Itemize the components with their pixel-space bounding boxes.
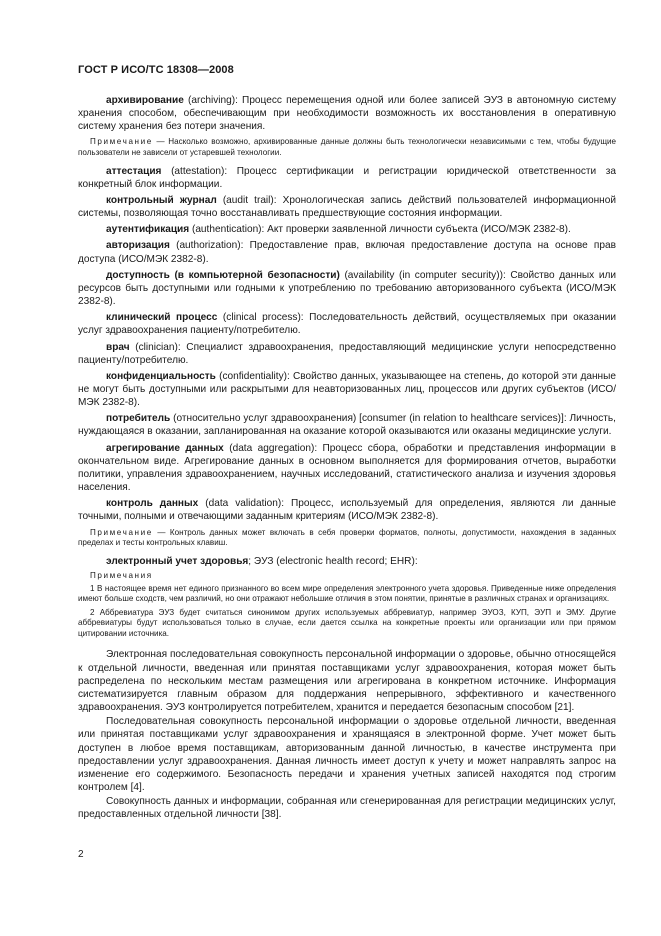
note-data-validation	[78, 528, 616, 549]
term: аттестация	[106, 165, 162, 177]
note-text: — Контроль данных может включать в себя проверки форматов, полноты, допустимости, нахождения в заданных пределах и тесты контрольных клавиш.	[78, 527, 616, 548]
definition-clinician	[78, 341, 616, 367]
note-item: 2 Аббревиатура ЭУЗ будет считаться синонимом других используемых аббревиатур, например ЭУОЗ, КУП, ЭУП и ЭМУ. Другие аббревиатуры будут использоваться только в случае, если дается ссылка на конкретные проекты или организации или при прямом цитировании источника.	[78, 607, 616, 638]
term: архивирование	[106, 95, 184, 106]
document-body	[78, 94, 616, 823]
definition-text: (audit trail): Хронологическая запись действий пользователей информационной системы, позволяющая точно восстанавливать предшествующие состояния информации.	[78, 194, 616, 220]
definition-text: (относительно услуг здравоохранения) [consumer (in relation to healthcare services)]: Личность, нуждающаяся в оказании, запланированная на оказание которой оказываются или оказаны медицинские услуги.	[78, 413, 616, 438]
term: контрольный журнал	[106, 194, 217, 206]
term: потребитель	[106, 413, 171, 425]
term: конфиденциальность	[106, 370, 216, 382]
definition-text: (clinician): Специалист здравоохранения, предоставляющий медицинские услуги непосредственно пациенту/потребителю.	[78, 341, 616, 366]
definition-authentication	[78, 223, 616, 236]
term: электронный учет здоровья	[106, 555, 249, 567]
notes-title: Примечания	[90, 570, 153, 580]
definition-archiving	[78, 94, 616, 133]
term: аутентификация	[106, 224, 190, 236]
term: контроль данных	[106, 498, 199, 510]
note-text: — Насколько возможно, архивированные данные должны быть технологически независимыми с тем, чтобы будущие пользователи не зависели от устаревшей технологии.	[78, 137, 616, 158]
definition-availability	[78, 269, 616, 308]
definition-text: (clinical process): Последовательность действий, осуществляемых при оказании услуг здравоохранения пациенту/потребителю.	[78, 312, 617, 337]
note-item: 1 В настоящее время нет единого признанного во всем мире определения электронного учета здоровья. Приведенные ниже определения имеют больше сходств, чем различий, но они отражают небольшие отличия в этом понятии, принятые в различных странах и организациях.	[78, 583, 616, 604]
definition-text: (authentication): Акт проверки заявленной личности субъекта (ИСО/МЭК 2382-8).	[189, 224, 571, 236]
note-label: Примечание	[90, 527, 153, 537]
definition-text: (archiving): Процесс перемещения одной или более записей ЭУЗ в автономную систему хранения способом, обеспечивающим при необходимости возможность их восстановления в оперативную систему хранения без потери значения.	[78, 95, 616, 133]
definition-text: (data aggregation): Процесс сбора, обработки и представления информации в окончательном виде. Агрегирование данных в основном выполняется для формирования отчетов, выработки политики, управления здравоохранением, научных исследований, статистического анализа и изучения здоровья населения.	[78, 442, 617, 494]
document-header: ГОСТ Р ИСО/ТС 18308—2008	[78, 64, 234, 76]
definition-text: (availability (in computer security)): Свойство данных или ресурсов быть доступными или годными к употреблению по требованию авторизованного субъекта (ИСО/МЭК 2382-8).	[78, 269, 616, 308]
term: авторизация	[106, 240, 170, 252]
definition-text: (authorization): Предоставление прав, включая предоставление доступа на основе прав доступа (ИСО/МЭК 2382-8).	[78, 240, 616, 265]
definition-data-aggregation	[78, 442, 616, 495]
definition-text: (data validation): Процесс, используемый для определения, являются ли данные точными, полными и отвечающими заданным критериям (ИСО/МЭК 2382-8).	[78, 498, 616, 523]
definition-data-validation	[78, 497, 616, 523]
definition-clinical-process	[78, 311, 616, 337]
note-archiving	[78, 137, 616, 158]
note-label: Примечание	[90, 137, 153, 147]
ehr-definition-paragraph: Совокупность данных и информации, собранная или сгенерированная для регистрации медицинских услуг, предоставленных отдельной личности [38].	[78, 796, 616, 821]
definition-text: (attestation): Процесс сертификации и регистрации юридической ответственности за конкретный блок информации.	[78, 165, 616, 190]
term: агрегирование данных	[106, 442, 224, 454]
page-number: 2	[78, 849, 84, 860]
definition-audit-trail	[78, 194, 616, 220]
definition-text: ; ЭУЗ (electronic health record; EHR):	[248, 555, 418, 567]
definition-confidentiality	[78, 370, 616, 409]
definition-text: (confidentiality): Свойство данных, указывающее на степень, до которой эти данные не могут быть доступными или раскрытыми для неавторизованных лиц, процессов или других субъектов (ИСО/МЭК 2382-8).	[78, 370, 616, 409]
term: доступность (в компьютерной безопасности)	[106, 269, 340, 281]
term: врач	[106, 341, 130, 353]
ehr-definition-paragraph: Последовательная совокупность персональной информации о здоровье отдельной личности, введенная или принятая поставщиками услуг здравоохранения и хранящаяся в электронной форме. Учет может быть доступен в любое время поставщикам, авторизованным данной личностью, в качестве инструмента при предоставлении услуг здравоохранения. Данная личность имеет доступ к учету и может направлять запрос на изменение его содержимого. Безопасность передачи и хранения учетных записей находятся под строгим контролем [4].	[78, 716, 616, 794]
definition-ehr	[78, 555, 616, 568]
term: клинический процесс	[106, 312, 218, 324]
definition-consumer	[78, 412, 616, 438]
definition-attestation	[78, 165, 616, 191]
ehr-definition-paragraph: Электронная последовательная совокупность персональной информации о здоровье, обычно относящейся к отдельной личности, введенная или принятая поставщиками услуг здравоохранения, которая может быть распределена по нескольким местам размещения или агрегирована в конкретном источнике. Информация систематизируется главным образом для поддержания непрерывного, эффективного и качественного здравоохранения. ЭУЗ контролируется потребителем, хранится и передается безопасным способом [21].	[78, 649, 616, 714]
definition-authorization	[78, 239, 616, 265]
